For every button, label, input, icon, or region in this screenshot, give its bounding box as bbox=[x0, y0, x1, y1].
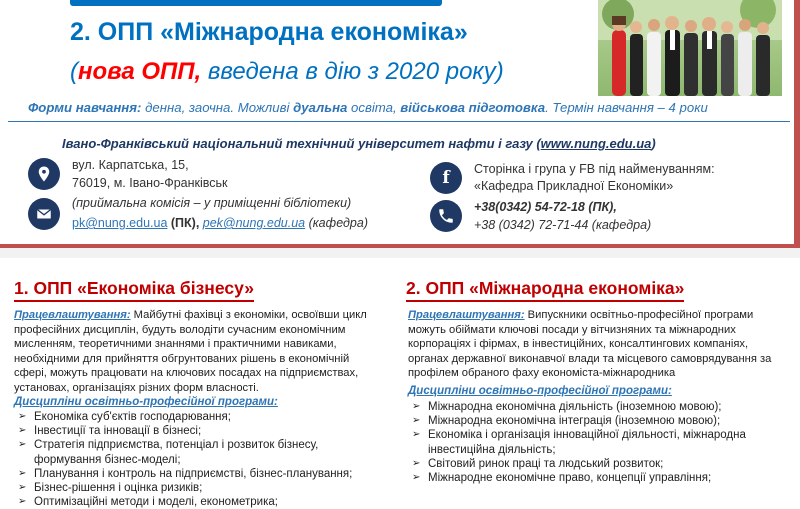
list-item: ➢ Міжнародне економічне право, концепції управління; bbox=[410, 471, 788, 485]
right-program-heading-text: 2. ОПП «Міжнародна економіка» bbox=[406, 278, 685, 298]
emails bbox=[72, 216, 368, 230]
right-disciplines-label: Дисципліни освітньо-професійної програми: bbox=[408, 385, 672, 397]
programs-panel bbox=[0, 258, 800, 509]
subtitle-rest: введена в дію з 2020 року) bbox=[201, 58, 504, 85]
study-forms bbox=[28, 100, 708, 115]
list-item: ➢ Оптимізаційні методи і моделі, економетрика; bbox=[16, 495, 376, 509]
right-employment bbox=[408, 308, 790, 381]
left-disciplines-list bbox=[16, 410, 376, 509]
phone-admissions: +38(0342) 54-72-18 (ПК), bbox=[474, 200, 617, 214]
previous-title-strip bbox=[70, 0, 442, 6]
list-item: ➢ Бізнес-рішення і оцінка ризиків; bbox=[16, 481, 376, 495]
list-item: ➢ Світовий ринок праці та людський розвиток; bbox=[410, 457, 788, 471]
right-employment-text: Випускники освітньо-професійної програми можуть обіймати ключові посади у вітчизняних та міжнародних корпораціях і фірмах, в інвестиційних, консалтингових компаніях, органах державної виконавчої влади та місцевого самоврядування за профілем обраного фаху економіста-міжнародника bbox=[408, 309, 772, 380]
fb-line-2: «Кафедра Прикладної Економіки» bbox=[474, 179, 674, 193]
study-forms-label: Форми навчання: bbox=[28, 100, 142, 115]
email-department-note: (кафедра) bbox=[305, 216, 368, 230]
email-admissions-link[interactable]: pk@nung.edu.ua bbox=[72, 216, 168, 230]
admissions-note: (приймальна комісія – у приміщенні бібліотеки) bbox=[72, 196, 352, 210]
left-program-heading-text: 1. ОПП «Економіка бізнесу» bbox=[14, 278, 254, 298]
address-city: 76019, м. Івано-Франківськ bbox=[72, 176, 228, 190]
right-program-heading bbox=[406, 278, 684, 299]
facebook-icon[interactable] bbox=[430, 162, 462, 194]
subtitle-new: нова ОПП, bbox=[78, 58, 202, 85]
top-panel bbox=[0, 0, 800, 248]
left-heading-underline bbox=[14, 300, 254, 302]
left-program-heading bbox=[14, 278, 254, 299]
left-employment-label: Працевлаштування: bbox=[14, 309, 131, 321]
list-item: ➢ Інвестиції та інновації в бізнесі; bbox=[16, 424, 376, 438]
right-heading-underline bbox=[406, 300, 684, 302]
list-item: ➢ Планування і контроль на підприємстві, бізнес-планування; bbox=[16, 467, 376, 481]
email-admissions-note: (ПК), bbox=[167, 216, 203, 230]
left-employment-text: Майбутні фахівці з економіки, освоївши цикл професійних дисциплін, будуть володіти сучасним економічним мисленням, теоретичними знаннями і практичними навиками, необхідними для прийняття обгрунтованих рішень в економічній сфері, можуть працювати на ключових посадах на підприємствах, установах, організаціях різних форм власності. bbox=[14, 309, 367, 394]
subtitle-open: ( bbox=[70, 58, 78, 85]
location-icon bbox=[28, 158, 60, 190]
university-name-text: Івано-Франківський національний технічний університет нафти і газу ( bbox=[62, 136, 541, 151]
left-employment bbox=[14, 308, 382, 396]
students-photo-illustration bbox=[598, 0, 782, 96]
students-photo bbox=[598, 0, 782, 96]
left-disciplines-label: Дисципліни освітньо-професійної програми: bbox=[14, 396, 278, 408]
divider bbox=[8, 121, 790, 122]
study-forms-text-1: денна, заочна. Можливі bbox=[141, 100, 294, 115]
page-subtitle bbox=[70, 58, 504, 86]
right-disciplines-list bbox=[410, 400, 788, 485]
separator-band bbox=[0, 248, 800, 258]
list-item: ➢ Економіка і організація інноваційної діяльності, міжнародна інвестиційна діяльність; bbox=[410, 428, 788, 456]
phone-icon bbox=[430, 200, 462, 232]
study-forms-military: військова підготовка bbox=[400, 100, 546, 115]
study-forms-dual: дуальна bbox=[293, 100, 348, 115]
list-item: ➢ Міжнародна економічна інтеграція (іноземною мовою); bbox=[410, 414, 788, 428]
mail-icon bbox=[28, 198, 60, 230]
study-forms-text-2: освіта, bbox=[347, 100, 401, 115]
list-item: ➢ Міжнародна економічна діяльність (іноземною мовою); bbox=[410, 400, 788, 414]
university-name bbox=[62, 136, 656, 151]
university-name-close: ) bbox=[651, 136, 656, 151]
fb-line-1: Сторінка і група у FB під найменуванням: bbox=[474, 162, 715, 176]
list-item: ➢ Економіка суб'єктів господарювання; bbox=[16, 410, 376, 424]
study-forms-text-3: . Термін навчання – 4 роки bbox=[545, 100, 708, 115]
page-title: 2. ОПП «Міжнародна економіка» bbox=[70, 18, 468, 46]
right-employment-label: Працевлаштування: bbox=[408, 309, 525, 321]
address-street: вул. Карпатська, 15, bbox=[72, 158, 189, 172]
email-department-link[interactable]: pek@nung.edu.ua bbox=[202, 216, 306, 230]
list-item: ➢ Стратегія підприємства, потенціал і розвиток бізнесу, формування бізнес-моделі; bbox=[16, 438, 376, 466]
phone-department: +38 (0342) 72-71-44 (кафедра) bbox=[474, 218, 652, 232]
facebook-glyph: f bbox=[442, 168, 450, 188]
university-site-link[interactable]: www.nung.edu.ua bbox=[540, 136, 652, 151]
